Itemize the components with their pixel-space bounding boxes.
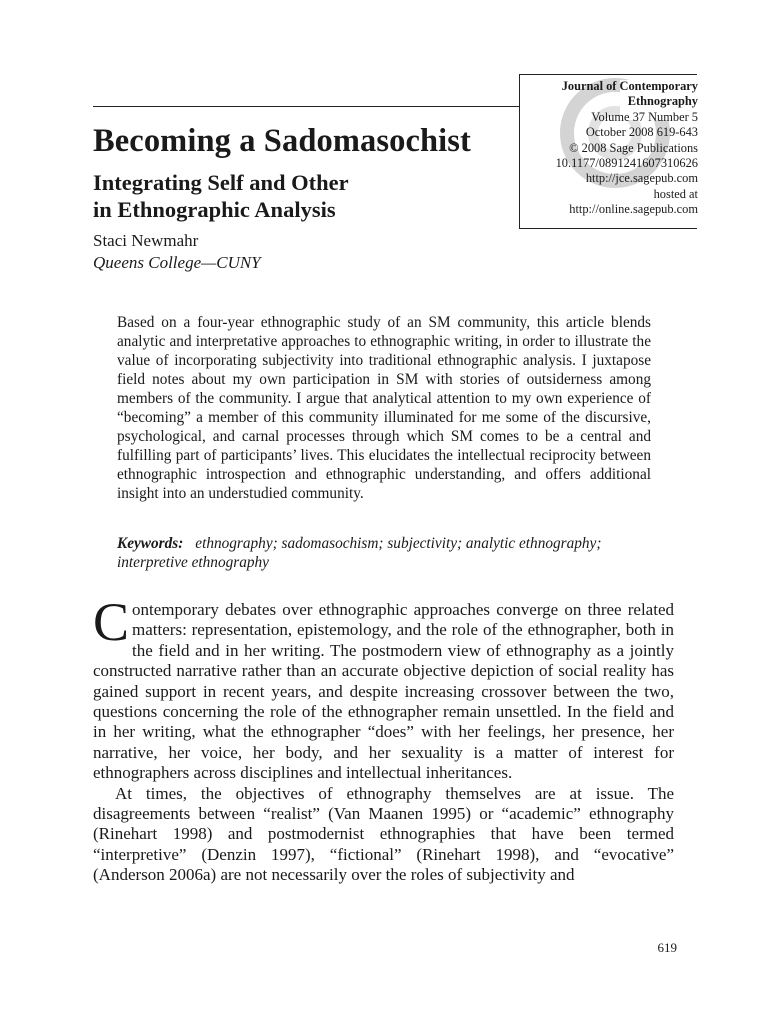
keywords — [117, 534, 657, 572]
abstract: Based on a four-year ethnographic study of an SM community, this article blends analytic and interpretative approaches to ethnographic writing, in order to illustrate the value of incorporating subjectivity into traditional ethnographic analysis. I juxtapose field notes about my own participation in SM with stories of outsiderness among members of the community. I argue that analytical attention to my own experience of “becoming” a member of this community illuminated for me some of the discursive, psychological, and carnal processes through which SM comes to be a central and fulfilling part of participants’ lives. This elucidates the intellectual reciprocity between ethnographic introspection and ethnographic understanding, and offers additional insight into an understudied community. — [117, 314, 651, 502]
article-subtitle — [93, 169, 349, 223]
keywords-label: Keywords: — [117, 535, 184, 552]
body-text — [93, 592, 674, 886]
journal-doi: 10.1177/0891241607310626 — [555, 156, 698, 171]
journal-volume: Volume 37 Number 5 — [591, 109, 698, 124]
journal-hosted-at: hosted at — [653, 186, 698, 201]
article-title: Becoming a Sadomasochist — [93, 123, 471, 159]
body-paragraph: At times, the objectives of ethnography themselves are at issue. The disagreements between “realist” (Van Maanen 1995) or “academic” ethnography (Rinehart 1998) and postmodernist ethnographies that have been termed “interpretive” (Denzin 1997), “fictional” (Rinehart 1998), and “evocative” (Anderson 2006a) are not necessarily over the roles of subjectivity and — [93, 783, 674, 885]
page-number: 619 — [657, 940, 677, 955]
journal-name-line2: Ethnography — [627, 94, 698, 109]
journal-host-url[interactable]: http://online.sagepub.com — [569, 202, 698, 217]
keywords-text: ethnography; sadomasochism; subjectivity; analytic ethnography; interpretive ethnography — [117, 535, 602, 571]
journal-copyright: © 2008 Sage Publications — [569, 140, 698, 155]
header-rule — [93, 106, 519, 107]
author-affiliation: Queens College—CUNY — [93, 253, 261, 272]
journal-url[interactable]: http://jce.sagepub.com — [585, 171, 698, 186]
body-paragraph — [93, 592, 674, 784]
drop-cap: C — [93, 592, 130, 652]
subtitle-line2: in Ethnographic Analysis — [93, 197, 336, 222]
subtitle-line1: Integrating Self and Other — [93, 170, 349, 195]
author-name: Staci Newmahr — [93, 231, 199, 250]
journal-date-pages: October 2008 619-643 — [585, 125, 698, 140]
journal-meta — [498, 79, 698, 218]
journal-name-line1: Journal of Contemporary — [561, 79, 698, 93]
paragraph-1-text: ontemporary debates over ethnographic approaches converge on three related matters: representation, epistemology, and the role of the ethnographer, both in the field and in her writing. The postmodern view of ethnography as a jointly constructed narrative rather than an accurate objective depiction of social reality has gained support in recent years, and despite increasing crossover between the two, questions concerning the role of the ethnographer remain unsettled. In the field and in her writing, what the ethnographer “does” with her feelings, her presence, her narrative, her voice, her body, and her sexuality is a matter of interest for ethnographers across disciplines and intellectual inheritances. — [93, 600, 674, 783]
